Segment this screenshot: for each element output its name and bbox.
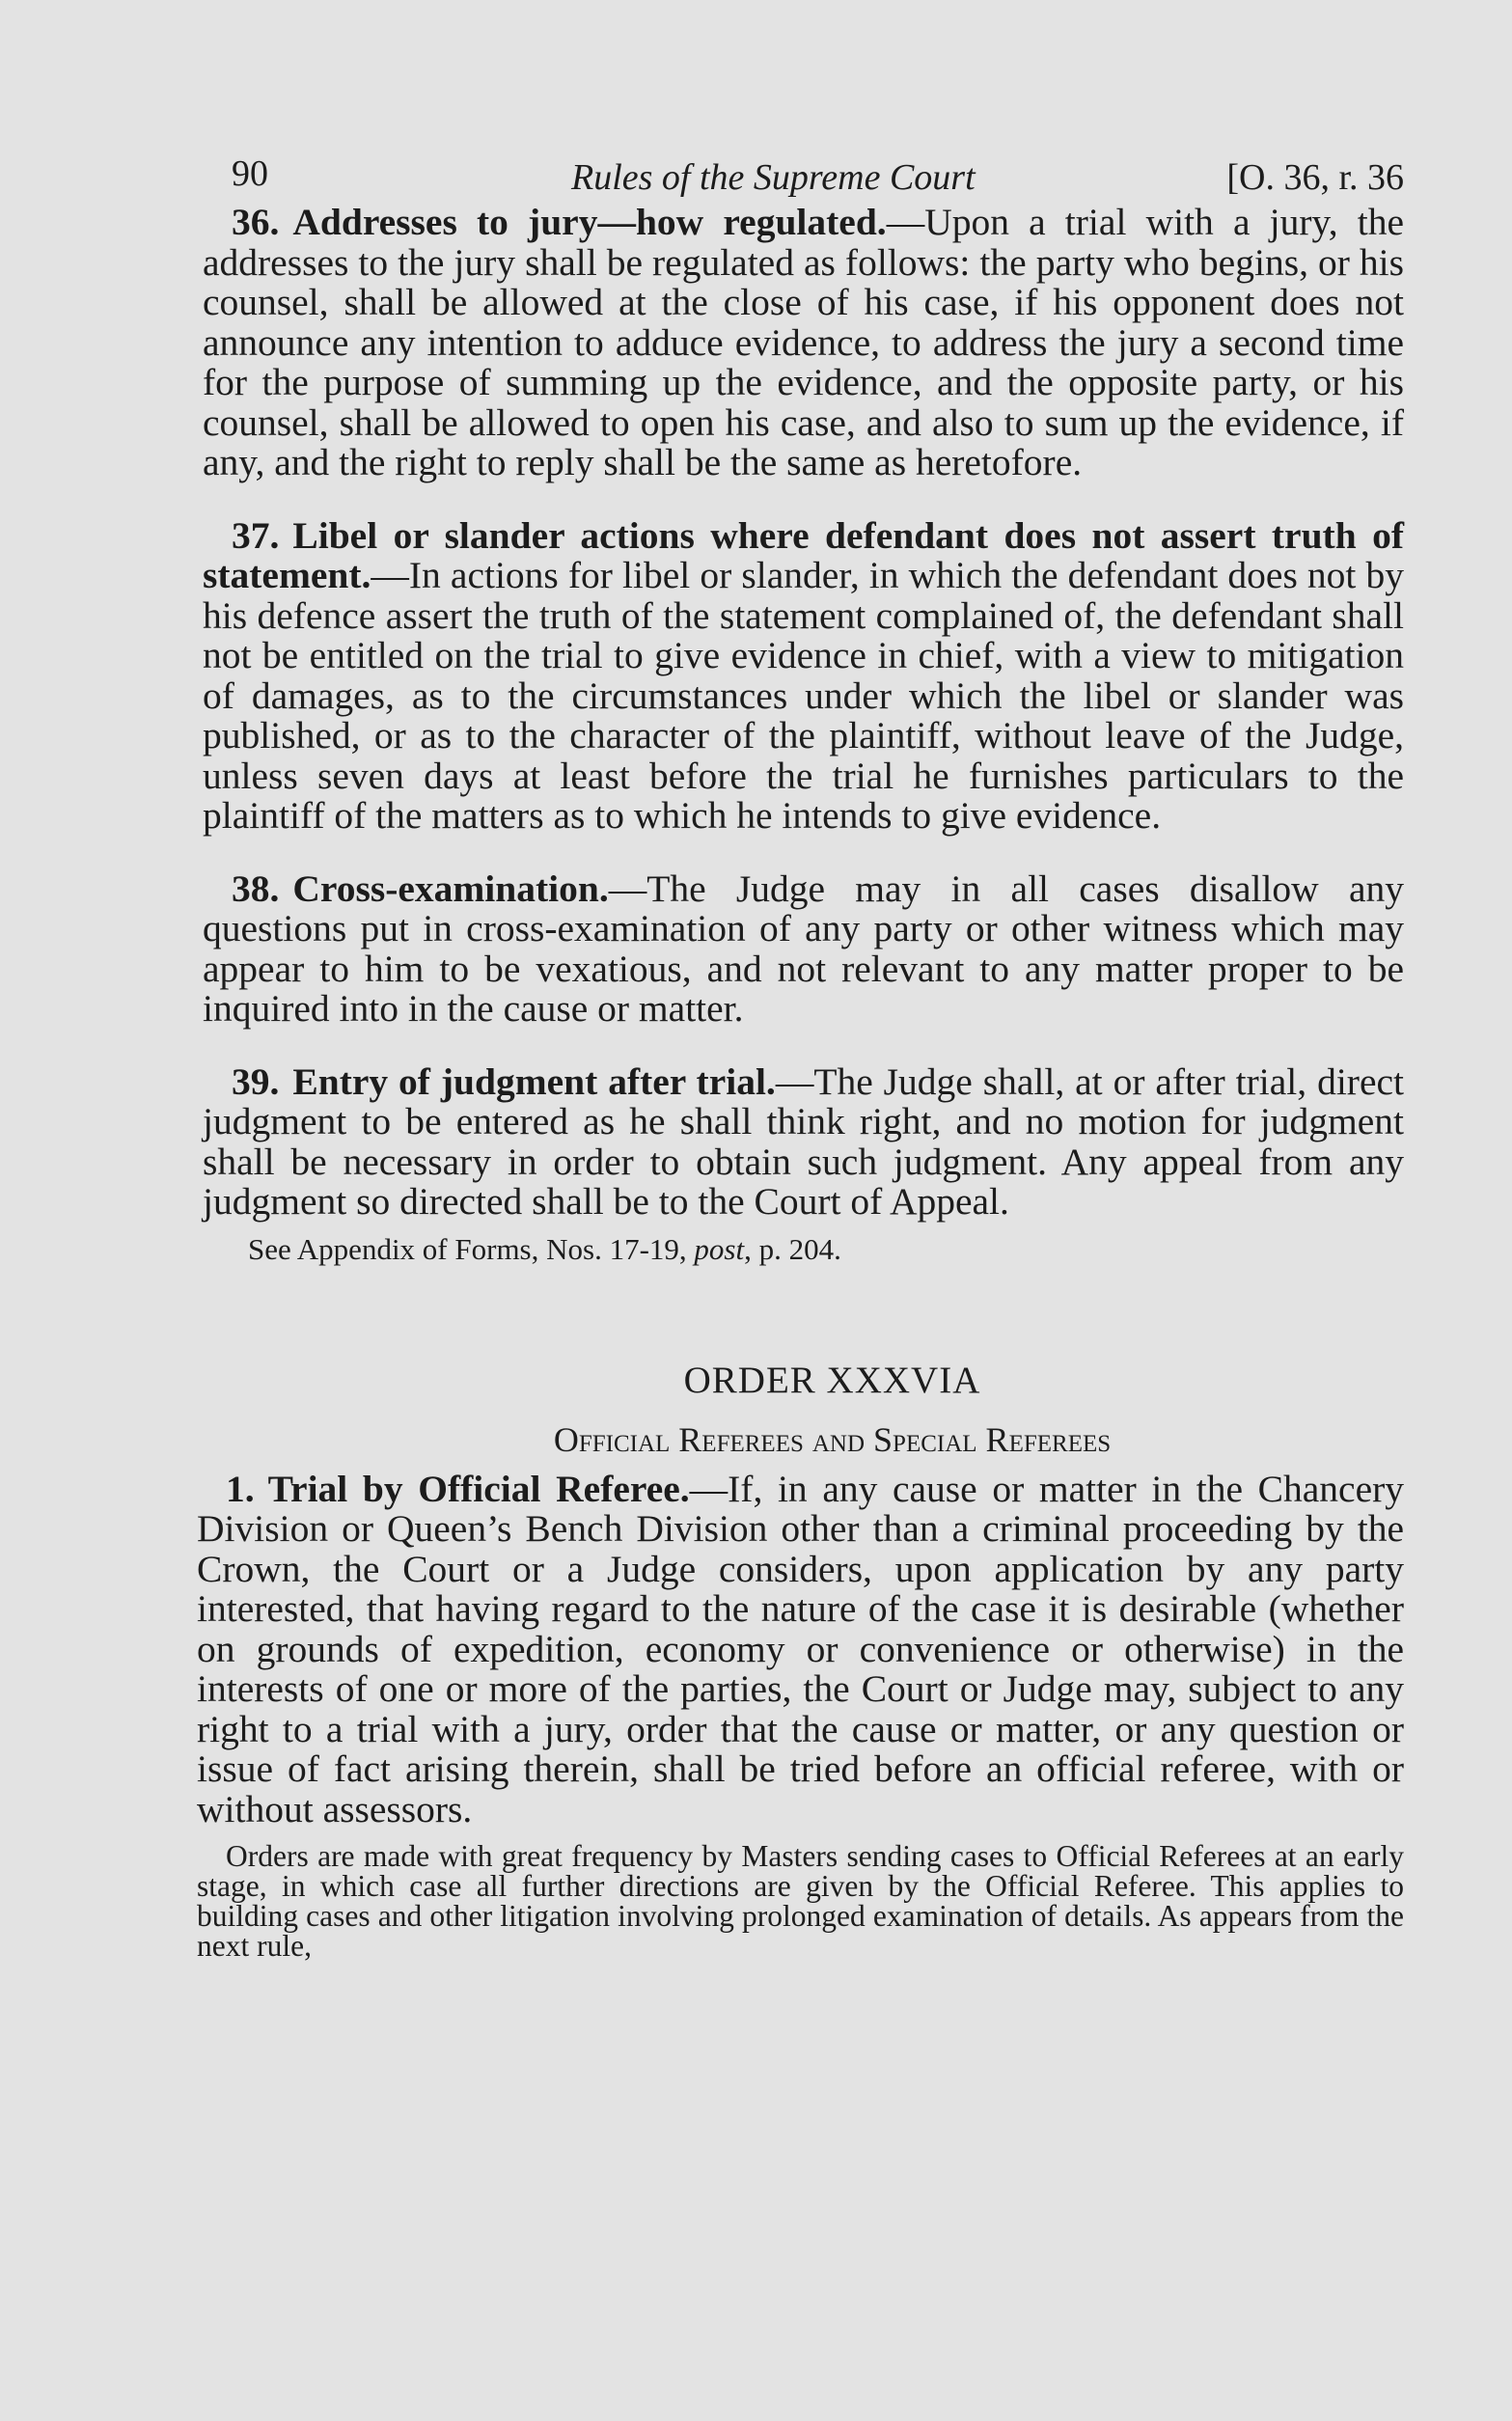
rule-number: 38. xyxy=(232,867,280,910)
note-italic-text: post xyxy=(694,1231,745,1266)
note-text-suffix: , p. 204. xyxy=(744,1231,841,1266)
book-title: Rules of the Supreme Court xyxy=(571,157,976,198)
rule-heading: Entry of judgment after trial. xyxy=(292,1059,776,1103)
note-text: See Appendix of Forms, Nos. 17-19, xyxy=(248,1231,695,1266)
commentary-note: Orders are made with great frequency by Masters sending cases to Official Referees at an early stage, in which case all further directions are given by the Official Referee. This applies to building cases and other litigation involving prolonged examination of details. As appears from the next rule, xyxy=(197,1839,1404,1963)
rule-body: —If, in any cause or matter in the Chancery Division or Queen’s Bench Division other than a criminal proceeding by the Crown, the Court or a Judge considers, upon application by any party interested, that having regard to the nature of the case it is desirable (whether on grounds of expedition, economy or convenience or otherwise) in the interests of one or more of the parties, the Court or Judge may, subject to any right to a trial with a jury, order that the cause or matter, or any question or issue of fact arising therein, shall be tried before an official referee, with or without assessors. xyxy=(197,1467,1404,1830)
rule-number: 39. xyxy=(232,1059,280,1103)
rule-number: 1. xyxy=(226,1467,255,1510)
rule-heading: Trial by Official Referee. xyxy=(267,1467,690,1510)
rule-body: —The Judge may in all cases disallow any questions put in cross-examination of any party or other witness which may appear to him to be vexatious, and not relevant to any matter proper to be inquired into in the cause or matter. xyxy=(203,867,1404,1030)
rule-36 xyxy=(203,203,1404,483)
running-head xyxy=(203,145,1404,203)
rule-37 xyxy=(203,513,1404,837)
rule-heading: Cross-examination. xyxy=(292,867,609,910)
rule-38 xyxy=(203,869,1404,1030)
page-number: 90 xyxy=(232,153,268,194)
order-title: ORDER XXXVIA xyxy=(683,1359,981,1401)
rule-39 xyxy=(203,1059,1405,1223)
order-subtitle: Official Referees and Special Referees xyxy=(553,1419,1112,1459)
rule-body: —Upon a trial with a jury, the addresses to the jury shall be regulated as follows: the party who begins, or his counsel, shall be allowed at the close of his case, if his opponent does not announce any intention to adduce evidence, to address the jury a second time for the purpose of summing up the evidence, and the opposite party, or his counsel, shall be allowed to open his case, and also to sum up the evidence, if any, and the right to reply shall be the same as heretofore. xyxy=(203,201,1404,483)
rule-body: —In actions for libel or slander, in which the defendant does not by his defence assert the truth of the statement complained of, the defendant shall not be entitled on the trial to give evidence in chief, with a view to mitigation of damages, as to the circumstances under which the libel or slander was published, or as to the character of the plaintiff, without leave of the Judge, unless seven days at least before the trial he furnishes particulars to the plaintiff of the matters as to which he intends to give evidence. xyxy=(203,554,1404,837)
appendix-reference-note xyxy=(203,1232,1404,1267)
rule-body: —The Judge shall, at or after trial, direct judgment to be entered as he shall think right, and no motion for judgment shall be necessary in order to obtain such judgment. Any appeal from any judgment so directed shall be to the Court of Appeal. xyxy=(203,1059,1405,1223)
order-rule-1 xyxy=(197,1467,1404,1830)
rule-number: 37. xyxy=(232,513,280,557)
rule-heading: Libel or slander actions where defendant does not assert truth of statement. xyxy=(203,513,1404,596)
order-rule-reference: [O. 36, r. 36 xyxy=(1226,157,1404,198)
document-page xyxy=(197,145,1405,1992)
rule-number: 36. xyxy=(232,201,280,243)
rule-heading: Addresses to jury—how regulated. xyxy=(292,201,887,243)
